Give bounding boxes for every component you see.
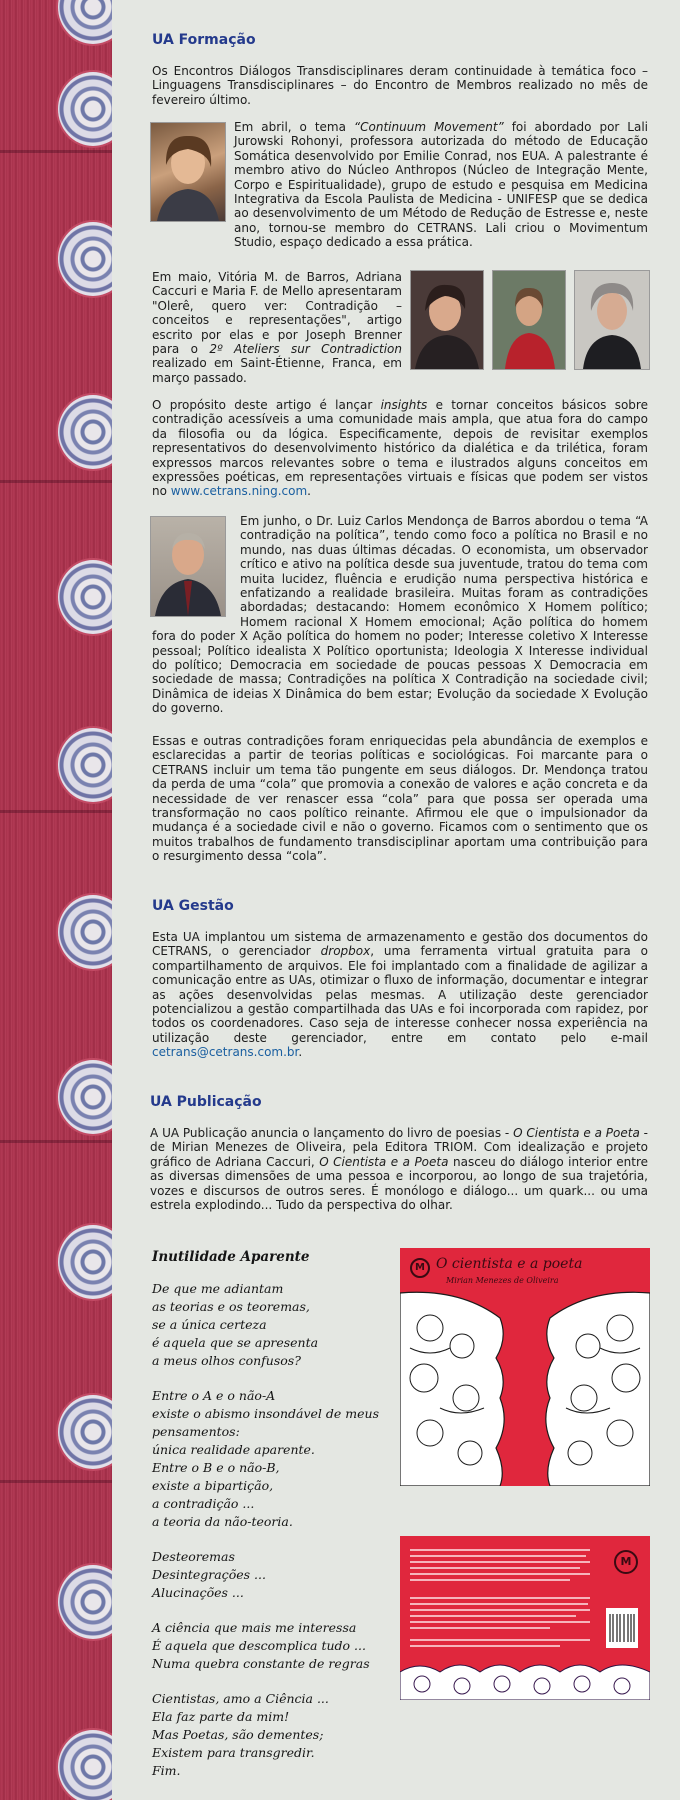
proposito-insights: insights [380, 398, 428, 412]
poem-stanza-1 [152, 1280, 392, 1370]
formacao-junho-paragraph [152, 514, 648, 716]
maio-text-start: Em maio, Vitória M. de Barros, Adriana Caccuri e Maria F. de Mello apresentaram "Olerê, quero ver: Contradição – conceitos e representações", artigo escrito por elas e por Joseph Brenner para o [152, 270, 402, 357]
poem-stanza-2 [152, 1387, 392, 1531]
photo-maria-mello [574, 270, 650, 370]
photo-float-spacer [152, 514, 240, 616]
photo-lali-rohonyi [150, 122, 226, 222]
formacao-intro: Os Encontros Diálogos Transdisciplinares deram continuidade à temática foco – Linguagens Transdisciplinares – do Encontro de Membros realizado no mês de fevereiro último. [152, 64, 648, 107]
poem-line: Entre o B e o não-B, [152, 1460, 280, 1475]
formacao-essas-paragraph: Essas e outras contradições foram enriquecidas pela abundância de exemplos e esclarecidas a partir de teorias políticas e sociológicas. Foi marcante para o CETRANS incluir um tema tão pungente em seus diálogos. Dr. Mendonça tratou da perda de uma “cola” que promovia a conexão de valores e ação concreta e da necessidade de ver renascer essa “cola” para que possa ser operada uma transformação no caos político reinante. Afirmou ele que o impulsionador da mudança é a sociedade civil e não o governo. Ficamos com o sentimento que os muitos trabalhos de fundamento transdisciplinar aportam uma contribuição para o resurgimento dessa “cola”. [152, 734, 648, 864]
fabric-seam [0, 810, 112, 813]
publicacao-paragraph [150, 1126, 648, 1212]
poem-line: a contradição ... [152, 1496, 255, 1511]
fabric-motif [58, 1730, 112, 1800]
cover-title: O cientista e a poeta [436, 1256, 583, 1272]
section-title-gestao: UA Gestão [152, 898, 234, 914]
poem-line: existe o abismo insondável de meus [152, 1406, 379, 1421]
poem-line: existe a bipartição, [152, 1478, 274, 1493]
poem-line: Cientistas, amo a Ciência ... [152, 1691, 329, 1706]
poem-inutilidade-aparente [152, 1248, 392, 1797]
book-title: O Cientista e a Poeta [513, 1126, 640, 1140]
section-title-formacao: UA Formação [152, 32, 256, 48]
poem-line: De que me adiantam [152, 1281, 284, 1296]
poem-line: Numa quebra constante de regras [152, 1656, 370, 1671]
poem-line: a teoria da não-teoria. [152, 1514, 293, 1529]
poem-line: Existem para transgredir. [152, 1745, 315, 1760]
formacao-maio-paragraph [152, 270, 402, 385]
poem-line: é aquela que se apresenta [152, 1335, 319, 1350]
fabric-motif [58, 1060, 112, 1134]
book-front-cover [400, 1248, 650, 1486]
fabric-motif [58, 728, 112, 802]
photo-adriana-caccuri [492, 270, 566, 370]
poem-stanza-5 [152, 1690, 392, 1780]
cetrans-ning-link[interactable]: www.cetrans.ning.com [170, 484, 308, 499]
poem-line: Alucinações ... [152, 1585, 244, 1600]
fabric-seam [0, 480, 112, 483]
portrait-woman-icon [411, 271, 483, 369]
publicacao-text-2: - de Mirian Menezes de Oliveira, pela Editora TRIOM. Com idealização e projeto gráfico de Adriana Caccuri, [150, 1126, 648, 1169]
poem-line: Fim. [152, 1763, 181, 1778]
fabric-seam [0, 150, 112, 153]
portrait-woman-icon [575, 271, 649, 369]
junho-text: Em junho, o Dr. Luiz Carlos Mendonça de Barros abordou o tema “A contradição na política”, tendo como foco a política no Brasil e no mundo, nas duas últimas décadas. O economista, um observador crítico e ativo na política desde sua juventude, tratou do tema com muita lucidez, fluência e erudição numa perspectiva histórica e enfatizando a realidade brasileira. Muitas foram as contradições abordadas; destacando: Homem econômico X Homem político; Homem racional X Homem emocional; Ação política do homem fora do poder X Ação política do homem no poder; Interesse coletivo X Interesse pessoal; Político idealista X Político oportunista; Ideologia X Interesse individual do político; Democracia em sociedade de poucas pessoas X Democracia em sociedade de massa; Contradições na política X Contradição na sociedade civil; Dinâmica de ideias X Dinâmica do bem estar; Evolução da sociedade X Evolução do governo. [152, 514, 648, 716]
portrait-woman-icon [151, 123, 225, 221]
proposito-text-start: O propósito deste artigo é lançar [152, 398, 381, 412]
poem-line: A ciência que mais me interessa [152, 1620, 357, 1635]
decorative-fabric-strip [0, 0, 112, 1800]
book-back-cover [400, 1536, 650, 1700]
maio-text-end: realizado em Saint-Étienne, Franca, em março passado. [152, 356, 402, 385]
abril-text-start: Em abril, o tema [234, 120, 354, 134]
book-title: O Cientista e a Poeta [319, 1154, 449, 1169]
abril-theme: “Continuum Movement” [353, 120, 504, 134]
cover-author: Mirian Menezes de Oliveira [446, 1276, 559, 1285]
fabric-motif [58, 1395, 112, 1469]
gestao-text-start: Esta UA implantou um sistema de armazenamento e gestão dos documentos do CETRANS, o gerenciador [152, 930, 648, 959]
portrait-woman-icon [493, 271, 565, 369]
gestao-tool: dropbox [320, 944, 371, 959]
cover-faces-illustration [400, 1248, 650, 1486]
abril-text-end: foi abordado por Lali Jurowski Rohonyi, professora autorizada do método de Educação Somática desenvolvido por Emilie Conrad, nos EUA. A palestrante é membro ativo do Núcleo Anthropos (Núcleo de Integração Mente, Corpo e Espiritualidade), grupo de estudo e pesquisa em Medicina Integrativa da Escola Paulista de Medicina - UNIFESP que se dedica ao desenvolvimento de um Método de Redução de Estresse e, neste ano, tornou-se membro do CETRANS. Lali criou o Movimentum Studio, espaço dedicado a essa prática. [234, 120, 649, 250]
publicacao-text-3: nasceu do diálogo interior entre as diversas dimensões de uma pessoa e incorporou, ao longo de sua trajetória, vozes e discursos de outros seres. É monólogo e diálogo... um quark... ou uma estrela explodindo... Tudo da perspectiva do olhar. [150, 1154, 648, 1213]
fabric-motif [58, 1225, 112, 1299]
poem-line: Desintegrações ... [152, 1567, 266, 1582]
fabric-motif [58, 895, 112, 969]
poem-line: Mas Poetas, são dementes; [152, 1727, 324, 1742]
gestao-period: . [298, 1045, 303, 1060]
publicacao-text-1: A UA Publicação anuncia o lançamento do livro de poesias - [150, 1126, 514, 1140]
fabric-motif [58, 1565, 112, 1639]
fabric-motif [58, 72, 112, 146]
poem-line: a meus olhos confusos? [152, 1353, 301, 1368]
gestao-paragraph [152, 930, 648, 1060]
poem-stanza-4 [152, 1619, 392, 1673]
poem-line: É aquela que descomplica tudo ... [152, 1638, 366, 1653]
poem-stanza-3 [152, 1548, 392, 1602]
poem-line: as teorias e os teoremas, [152, 1299, 310, 1314]
fabric-motif [58, 222, 112, 296]
formacao-proposito-paragraph [152, 398, 648, 499]
proposito-period: . [307, 484, 311, 499]
fabric-seam [0, 1480, 112, 1483]
poem-line: única realidade aparente. [152, 1442, 315, 1457]
cetrans-email-link[interactable]: cetrans@cetrans.com.br [152, 1045, 299, 1060]
poem-line: se a única certeza [152, 1317, 267, 1332]
poem-line: Entre o A e o não-A [152, 1388, 276, 1403]
poem-title: Inutilidade Aparente [152, 1249, 310, 1265]
proposito-text-end: e tornar conceitos básicos sobre contradição acessíveis a uma comunidade mais ampla, que atua fora do campo da filosofia ou da lógica. Especificamente, depois de revisitar exemplos representativos do desenvolvimento histórico da dialética e da trilética, foram expressos marcos relevantes sobre o tema e ilustrados alguns conceitos em expressões poéticas, em representações virtuais e físicas que podem ser vistos no [152, 398, 648, 499]
editora-logo: M [614, 1550, 638, 1574]
fabric-seam [0, 1140, 112, 1143]
poem-line: Desteoremas [152, 1549, 235, 1564]
fabric-motif [58, 395, 112, 469]
poem-line: pensamentos: [152, 1424, 240, 1439]
fabric-motif [58, 560, 112, 634]
editora-logo: M [410, 1258, 430, 1278]
section-title-publicacao: UA Publicação [150, 1094, 262, 1110]
maio-event: 2º Ateliers sur Contradiction [209, 342, 402, 357]
photo-vitoria-barros [410, 270, 484, 370]
formacao-abril-paragraph [234, 120, 648, 250]
poem-line: Ela faz parte da mim! [152, 1709, 290, 1724]
fabric-motif [58, 0, 112, 44]
back-cover-illustration [400, 1536, 650, 1700]
gestao-text-end: , uma ferramenta virtual gratuita para o compartilhamento de arquivos. Ele foi implantado com a finalidade de agilizar a comunicação entre as UAs, otimizar o fluxo de informação, documentar e integrar as ações desenvolvidas pelas mesmas. A utilização deste gerenciador potencializou a gestão compartilhada das UAs e foi incorporada com rapidez, por todos os coordenadores. Caso seja de interesse conhecer nossa experiência na utilização deste gerenciador, entre em contato pelo e-mail [152, 944, 648, 1045]
